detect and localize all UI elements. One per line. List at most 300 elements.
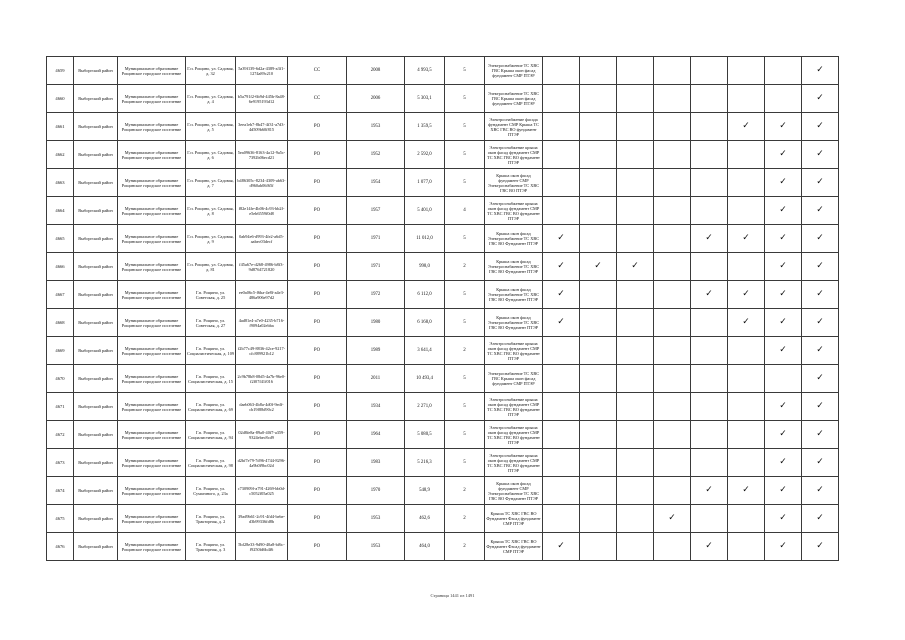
table-row (47, 337, 839, 365)
year-cell: 1934 (347, 393, 405, 421)
floors-cell: 5 (445, 113, 485, 141)
check-mark-icon: ✓ (691, 225, 728, 253)
type-cell: РО (288, 141, 347, 169)
empty-check-cell (654, 337, 691, 365)
type-cell: РО (288, 365, 347, 393)
check-mark-icon: ✓ (802, 225, 839, 253)
empty-check-cell (543, 85, 580, 113)
works-cell: Электроснабжение крыша окон фасад фундамент СМР ТС ХВС ГВС ВО фундамент ПТЭР (485, 421, 543, 449)
type-cell: РО (288, 169, 347, 197)
check-mark-icon: ✓ (543, 281, 580, 309)
check-mark-icon: ✓ (691, 281, 728, 309)
check-mark-icon: ✓ (802, 449, 839, 477)
empty-check-cell (654, 477, 691, 505)
page-footer: Страница 1441 из 1491 (430, 593, 475, 598)
empty-check-cell (654, 85, 691, 113)
check-mark-icon: ✓ (802, 365, 839, 393)
empty-check-cell (691, 85, 728, 113)
area-cell: 1 077,0 (405, 169, 445, 197)
district-cell: Выборгский район (74, 57, 118, 85)
address-cell: Г.п. Рощино, ул. Садовая, д. 4 (186, 85, 236, 113)
municipality-cell: Муниципальное образование Рощинское городское поселение (118, 197, 186, 225)
floors-cell: 5 (445, 365, 485, 393)
type-cell: СС (288, 57, 347, 85)
empty-check-cell (691, 57, 728, 85)
check-mark-icon: ✓ (765, 197, 802, 225)
empty-check-cell (691, 337, 728, 365)
year-cell: 1954 (347, 169, 405, 197)
empty-check-cell (543, 477, 580, 505)
district-cell: Выборгский район (74, 421, 118, 449)
check-mark-icon: ✓ (765, 113, 802, 141)
district-cell: Выборгский район (74, 253, 118, 281)
works-cell: Электроснабжение ТС ХВС ГВС Крыша окон фасад фундамент СМР ПТЭР (485, 365, 543, 393)
floors-cell: 5 (445, 421, 485, 449)
district-cell: Выборгский район (74, 225, 118, 253)
area-cell: 10 493,4 (405, 365, 445, 393)
check-mark-icon: ✓ (728, 309, 765, 337)
address-cell: Г.п. Рощино, ул. Социалистическая, д. 94 (186, 421, 236, 449)
address-cell: Г.п. Рощино, ул. Садовая, д. 5 (186, 113, 236, 141)
works-cell: Крыша окон фасад фундамент СМР Электроснабжение ТС ХВС ГВС ВО Фундамент ПТЭР (485, 477, 543, 505)
empty-check-cell (654, 197, 691, 225)
check-mark-icon: ✓ (580, 253, 617, 281)
empty-check-cell (654, 169, 691, 197)
address-cell: Г.п. Рощино, ул. Советская, д. 27 (186, 309, 236, 337)
district-cell: Выборгский район (74, 141, 118, 169)
municipality-cell: Муниципальное образование Рощинское городское поселение (118, 533, 186, 561)
area-cell: 4 993,5 (405, 57, 445, 85)
year-cell: 1989 (347, 337, 405, 365)
table-row (47, 197, 839, 225)
guid-cell: 0ab94e6-d993-4fe2-a6d5-aabec03decf (236, 225, 288, 253)
empty-check-cell (654, 449, 691, 477)
guid-cell: 4ad81e4-a7e0-4235-b716-f9094a02ebba (236, 309, 288, 337)
row-id-cell: 4662 (47, 141, 74, 169)
municipality-cell: Муниципальное образование Рощинское городское поселение (118, 505, 186, 533)
year-cell: 1953 (347, 505, 405, 533)
empty-check-cell (580, 309, 617, 337)
empty-check-cell (617, 477, 654, 505)
empty-check-cell (617, 169, 654, 197)
check-mark-icon: ✓ (802, 393, 839, 421)
check-mark-icon: ✓ (802, 505, 839, 533)
municipality-cell: Муниципальное образование Рощинское городское поселение (118, 421, 186, 449)
empty-check-cell (617, 365, 654, 393)
district-cell: Выборгский район (74, 393, 118, 421)
empty-check-cell (617, 393, 654, 421)
year-cell: 1953 (347, 113, 405, 141)
check-mark-icon: ✓ (654, 505, 691, 533)
check-mark-icon: ✓ (802, 57, 839, 85)
address-cell: Г.п. Рощино, ул. Садовая, д. 6 (186, 141, 236, 169)
type-cell: РО (288, 505, 347, 533)
empty-check-cell (728, 57, 765, 85)
row-id-cell: 4671 (47, 393, 74, 421)
empty-check-cell (728, 533, 765, 561)
guid-cell: ee0a06c5-f6ba-4e8f-a4e3-486a906e97d2 (236, 281, 288, 309)
empty-check-cell (543, 141, 580, 169)
works-cell: Электроснабжение крыша окон фасад фундамент СМР ТС ХВС ГВС ВО фундамент ПТЭР (485, 197, 543, 225)
guid-cell: c730909f-a791-4269-bb0d-c5052f05a025 (236, 477, 288, 505)
empty-check-cell (580, 113, 617, 141)
floors-cell: 2 (445, 253, 485, 281)
floors-cell: 5 (445, 85, 485, 113)
empty-check-cell (691, 253, 728, 281)
guid-cell: daeb063-4b8a-4d0f-9edf-cb19f88d90c2 (236, 393, 288, 421)
check-mark-icon: ✓ (543, 309, 580, 337)
check-mark-icon: ✓ (543, 253, 580, 281)
empty-check-cell (580, 57, 617, 85)
municipality-cell: Муниципальное образование Рощинское городское поселение (118, 281, 186, 309)
year-cell: 1970 (347, 477, 405, 505)
address-cell: Г.п. Рощино, ул. Сумагиного, д. 23а (186, 477, 236, 505)
table-row (47, 309, 839, 337)
empty-check-cell (654, 533, 691, 561)
empty-check-cell (654, 309, 691, 337)
check-mark-icon: ✓ (802, 253, 839, 281)
row-id-cell: 4669 (47, 337, 74, 365)
area-cell: 11 012,0 (405, 225, 445, 253)
municipality-cell: Муниципальное образование Рощинское городское поселение (118, 169, 186, 197)
table-row (47, 533, 839, 561)
area-cell: 2 271,0 (405, 393, 445, 421)
year-cell: 2008 (347, 57, 405, 85)
district-cell: Выборгский район (74, 281, 118, 309)
type-cell: РО (288, 113, 347, 141)
empty-check-cell (543, 505, 580, 533)
works-cell: Крыша ТС ХВС ГВС ВО Фундамент Фасад фундамент СМР ПТЭР (485, 533, 543, 561)
area-cell: 5 303,1 (405, 85, 445, 113)
district-cell: Выборгский район (74, 113, 118, 141)
empty-check-cell (580, 505, 617, 533)
check-mark-icon: ✓ (765, 225, 802, 253)
empty-check-cell (617, 533, 654, 561)
empty-check-cell (617, 57, 654, 85)
district-cell: Выборгский район (74, 309, 118, 337)
address-cell: Г.п. Рощино, ул. Социалистическая, д. 69 (186, 393, 236, 421)
floors-cell: 5 (445, 225, 485, 253)
empty-check-cell (543, 337, 580, 365)
works-cell: Крыша окон фасад фундамент СМР Электроснабжение ТС ХВС ГВС ВО ПТЭР (485, 169, 543, 197)
address-cell: Г.п. Рощино, ул. Социалистическая, д. 15 (186, 365, 236, 393)
empty-check-cell (691, 393, 728, 421)
year-cell: 1980 (347, 309, 405, 337)
empty-check-cell (691, 309, 728, 337)
works-cell: Крыша окон фасад Электроснабжение ТС ХВС ГВС ВО Фундамент ПТЭР (485, 281, 543, 309)
empty-check-cell (654, 225, 691, 253)
works-cell: Электроснабжение ТС ХВС ГВС Крыша окон фасад фундамент СМР ПТЭР (485, 57, 543, 85)
empty-check-cell (728, 449, 765, 477)
guid-cell: 39ad9b61-2c91-4fd4-bebe-d3b99336fd8b (236, 505, 288, 533)
empty-check-cell (728, 85, 765, 113)
check-mark-icon: ✓ (802, 85, 839, 113)
floors-cell: 2 (445, 533, 485, 561)
check-mark-icon: ✓ (691, 533, 728, 561)
empty-check-cell (580, 365, 617, 393)
empty-check-cell (617, 113, 654, 141)
empty-check-cell (617, 141, 654, 169)
address-cell: Г.п. Рощино, ул. Садовая, д. 81 (186, 253, 236, 281)
empty-check-cell (765, 365, 802, 393)
year-cell: 2011 (347, 365, 405, 393)
guid-cell: 2c9b78b8-08d5-4a7b-96e0-f2f07f41f016 (236, 365, 288, 393)
year-cell: 1983 (347, 449, 405, 477)
check-mark-icon: ✓ (728, 113, 765, 141)
empty-check-cell (728, 365, 765, 393)
empty-check-cell (654, 57, 691, 85)
row-id-cell: 4674 (47, 477, 74, 505)
area-cell: 3 641,4 (405, 337, 445, 365)
table-row (47, 57, 839, 85)
empty-check-cell (543, 197, 580, 225)
year-cell: 1972 (347, 281, 405, 309)
guid-cell: f45a67e-d268-4986-b8f3-9d8764721820 (236, 253, 288, 281)
check-mark-icon: ✓ (728, 225, 765, 253)
municipality-cell: Муниципальное образование Рощинское городское поселение (118, 113, 186, 141)
year-cell: 1957 (347, 197, 405, 225)
empty-check-cell (654, 365, 691, 393)
empty-check-cell (691, 449, 728, 477)
building-registry-table (46, 56, 839, 561)
empty-check-cell (728, 505, 765, 533)
empty-check-cell (543, 169, 580, 197)
floors-cell: 5 (445, 281, 485, 309)
empty-check-cell (728, 421, 765, 449)
row-id-cell: 4664 (47, 197, 74, 225)
address-cell: Г.п. Рощино, ул. Садовая, д. 7 (186, 169, 236, 197)
empty-check-cell (691, 365, 728, 393)
empty-check-cell (617, 337, 654, 365)
type-cell: РО (288, 225, 347, 253)
type-cell: РО (288, 393, 347, 421)
guid-cell: 5bf28e33-9d90-40a8-bf6c-f9250fd6b4f6 (236, 533, 288, 561)
row-id-cell: 4659 (47, 57, 74, 85)
floors-cell: 5 (445, 57, 485, 85)
type-cell: РО (288, 449, 347, 477)
table-row (47, 225, 839, 253)
address-cell: Г.п. Рощино, ул. Садовая, д. 9 (186, 225, 236, 253)
floors-cell: 5 (445, 309, 485, 337)
check-mark-icon: ✓ (802, 533, 839, 561)
check-mark-icon: ✓ (765, 253, 802, 281)
empty-check-cell (654, 113, 691, 141)
empty-check-cell (580, 477, 617, 505)
empty-check-cell (580, 225, 617, 253)
check-mark-icon: ✓ (617, 253, 654, 281)
floors-cell: 2 (445, 337, 485, 365)
table-row (47, 365, 839, 393)
empty-check-cell (617, 197, 654, 225)
works-cell: Крыша окон фасад Электроснабжение ТС ХВС ГВС ВО Фундамент ПТЭР (485, 225, 543, 253)
type-cell: РО (288, 337, 347, 365)
table-row (47, 113, 839, 141)
area-cell: 998,0 (405, 253, 445, 281)
empty-check-cell (691, 421, 728, 449)
floors-cell: 2 (445, 477, 485, 505)
empty-check-cell (543, 365, 580, 393)
empty-check-cell (617, 309, 654, 337)
type-cell: СС (288, 85, 347, 113)
empty-check-cell (617, 505, 654, 533)
type-cell: РО (288, 477, 347, 505)
guid-cell: f2b77c49-8836-42ce-9217-cfc889921b12 (236, 337, 288, 365)
works-cell: Крыша окон фасад Электроснабжение ТС ХВС ГВС ВО Фундамент ПТЭР (485, 253, 543, 281)
municipality-cell: Муниципальное образование Рощинское городское поселение (118, 141, 186, 169)
address-cell: Г.п. Рощино, ул. Социалистическая, д. 109 (186, 337, 236, 365)
empty-check-cell (654, 141, 691, 169)
empty-check-cell (543, 57, 580, 85)
district-cell: Выборгский район (74, 365, 118, 393)
empty-check-cell (691, 169, 728, 197)
empty-check-cell (691, 141, 728, 169)
floors-cell: 2 (445, 505, 485, 533)
district-cell: Выборгский район (74, 337, 118, 365)
check-mark-icon: ✓ (765, 141, 802, 169)
check-mark-icon: ✓ (543, 225, 580, 253)
empty-check-cell (728, 337, 765, 365)
guid-cell: 5ea09636-8163-4a12-9a5c-7392b06ecd21 (236, 141, 288, 169)
table-row (47, 393, 839, 421)
guid-cell: 02d8fe8a-89a0-40f7-a359-9324ebec8cd9 (236, 421, 288, 449)
check-mark-icon: ✓ (802, 141, 839, 169)
address-cell: Г.п. Рощино, ул. Социалистическая, д. 98 (186, 449, 236, 477)
check-mark-icon: ✓ (728, 281, 765, 309)
year-cell: 1971 (347, 253, 405, 281)
guid-cell: 5a39f139-6d2a-4389-a3f1-1274a89c210 (236, 57, 288, 85)
works-cell: Электроснабжение ТС ХВС ГВС Крыша окон фасад фундамент СМР ПТЭР (485, 85, 543, 113)
empty-check-cell (728, 393, 765, 421)
table-body (47, 57, 839, 561)
row-id-cell: 4670 (47, 365, 74, 393)
check-mark-icon: ✓ (765, 337, 802, 365)
row-id-cell: 4668 (47, 309, 74, 337)
area-cell: 5 080,5 (405, 421, 445, 449)
empty-check-cell (728, 197, 765, 225)
district-cell: Выборгский район (74, 197, 118, 225)
district-cell: Выборгский район (74, 169, 118, 197)
empty-check-cell (654, 393, 691, 421)
empty-check-cell (691, 197, 728, 225)
table-row (47, 505, 839, 533)
floors-cell: 5 (445, 393, 485, 421)
municipality-cell: Муниципальное образование Рощинское городское поселение (118, 449, 186, 477)
empty-check-cell (580, 197, 617, 225)
municipality-cell: Муниципальное образование Рощинское городское поселение (118, 365, 186, 393)
row-id-cell: 4660 (47, 85, 74, 113)
check-mark-icon: ✓ (802, 281, 839, 309)
row-id-cell: 4666 (47, 253, 74, 281)
year-cell: 1952 (347, 141, 405, 169)
check-mark-icon: ✓ (765, 505, 802, 533)
guid-cell: 3eea1eb7-8b47-4f31-a7d3-4d509b60f815 (236, 113, 288, 141)
type-cell: РО (288, 309, 347, 337)
check-mark-icon: ✓ (802, 169, 839, 197)
empty-check-cell (543, 421, 580, 449)
year-cell: 2006 (347, 85, 405, 113)
table-row (47, 169, 839, 197)
guid-cell: d2bf7e79-7d96-4744-8296-4a9b0f9bc02d (236, 449, 288, 477)
empty-check-cell (580, 449, 617, 477)
works-cell: Крыша окон фасад Электроснабжение ТС ХВС ГВС ВО Фундамент ПТЭР (485, 309, 543, 337)
row-id-cell: 4675 (47, 505, 74, 533)
row-id-cell: 4665 (47, 225, 74, 253)
empty-check-cell (617, 281, 654, 309)
works-cell: Электроснабжение крыша окон фасад фундамент СМР ТС ХВС ГВС ВО фундамент ПТЭР (485, 393, 543, 421)
empty-check-cell (654, 253, 691, 281)
empty-check-cell (580, 281, 617, 309)
area-cell: 2 592,0 (405, 141, 445, 169)
empty-check-cell (580, 337, 617, 365)
row-id-cell: 4673 (47, 449, 74, 477)
empty-check-cell (617, 449, 654, 477)
district-cell: Выборгский район (74, 477, 118, 505)
municipality-cell: Муниципальное образование Рощинское городское поселение (118, 309, 186, 337)
works-cell: Электроснабжение крыша окон фасад фундамент СМР ТС ХВС ГВС ВО фундамент ПТЭР (485, 337, 543, 365)
table-row (47, 281, 839, 309)
address-cell: Г.п. Рощино, ул. Тракторная, д. 2 (186, 505, 236, 533)
check-mark-icon: ✓ (765, 169, 802, 197)
type-cell: РО (288, 281, 347, 309)
table-row (47, 477, 839, 505)
empty-check-cell (691, 505, 728, 533)
floors-cell: 5 (445, 169, 485, 197)
empty-check-cell (765, 57, 802, 85)
empty-check-cell (654, 421, 691, 449)
works-cell: Электроснабжение крыша окон фасад фундамент СМР ТС ХВС ГВС ВО фундамент ПТЭР (485, 141, 543, 169)
empty-check-cell (617, 421, 654, 449)
year-cell: 1953 (347, 533, 405, 561)
floors-cell: 4 (445, 197, 485, 225)
empty-check-cell (728, 169, 765, 197)
check-mark-icon: ✓ (765, 477, 802, 505)
district-cell: Выборгский район (74, 533, 118, 561)
year-cell: 1971 (347, 225, 405, 253)
municipality-cell: Муниципальное образование Рощинское городское поселение (118, 253, 186, 281)
empty-check-cell (580, 421, 617, 449)
check-mark-icon: ✓ (802, 477, 839, 505)
area-cell: 462,6 (405, 505, 445, 533)
municipality-cell: Муниципальное образование Рощинское городское поселение (118, 393, 186, 421)
floors-cell: 5 (445, 449, 485, 477)
empty-check-cell (580, 141, 617, 169)
check-mark-icon: ✓ (765, 309, 802, 337)
check-mark-icon: ✓ (765, 281, 802, 309)
empty-check-cell (654, 281, 691, 309)
empty-check-cell (617, 225, 654, 253)
works-cell: Крыша ТС ХВС ГВС ВО Фундамент Фасад фундамент СМР ПТЭР (485, 505, 543, 533)
type-cell: РО (288, 533, 347, 561)
check-mark-icon: ✓ (802, 197, 839, 225)
check-mark-icon: ✓ (765, 393, 802, 421)
check-mark-icon: ✓ (802, 337, 839, 365)
empty-check-cell (580, 85, 617, 113)
floors-cell: 5 (445, 141, 485, 169)
type-cell: РО (288, 253, 347, 281)
district-cell: Выборгский район (74, 449, 118, 477)
empty-check-cell (580, 393, 617, 421)
table-row (47, 253, 839, 281)
table-row (47, 421, 839, 449)
row-id-cell: 4672 (47, 421, 74, 449)
row-id-cell: 4667 (47, 281, 74, 309)
empty-check-cell (728, 141, 765, 169)
district-cell: Выборгский район (74, 505, 118, 533)
row-id-cell: 4676 (47, 533, 74, 561)
check-mark-icon: ✓ (728, 477, 765, 505)
address-cell: Г.п. Рощино, ул. Советская, д. 25 (186, 281, 236, 309)
table-row (47, 85, 839, 113)
